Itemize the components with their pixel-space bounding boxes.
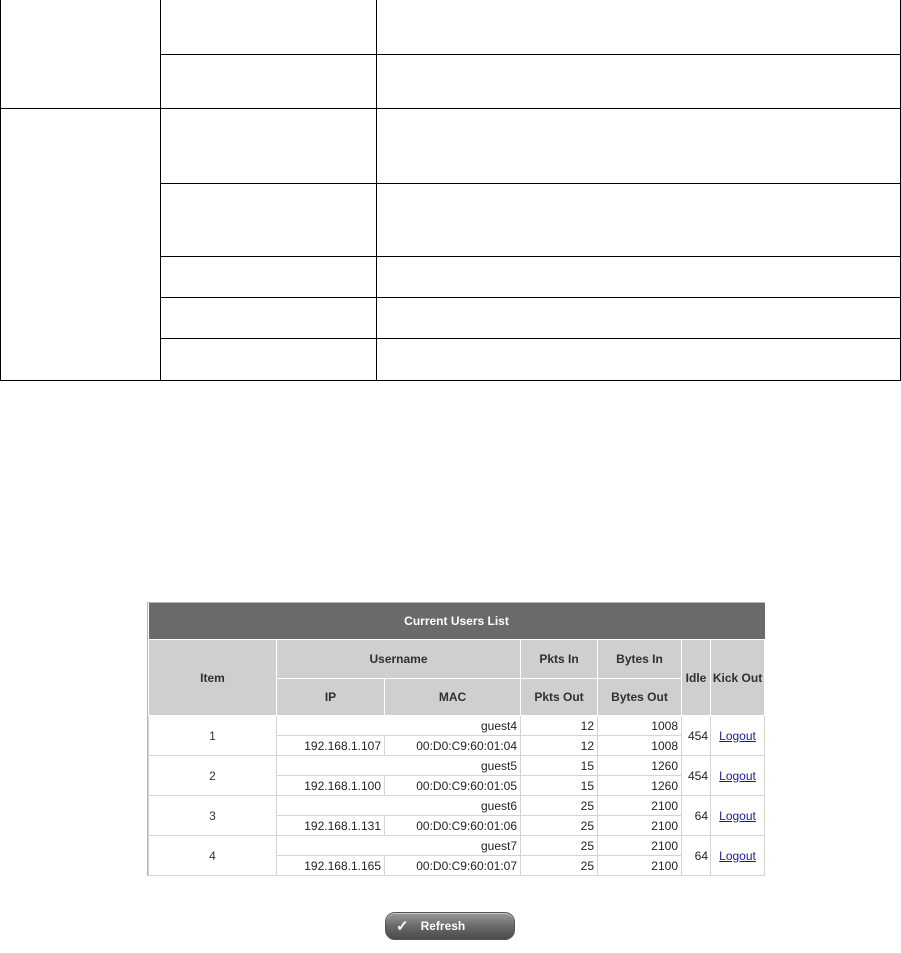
row-pkts-out: 15: [521, 776, 598, 796]
header-bytes-out: Bytes Out: [598, 679, 682, 716]
logout-link[interactable]: Logout: [719, 768, 756, 783]
table-row: [149, 796, 765, 816]
header-ip: IP: [277, 679, 385, 716]
row-username: guest7: [277, 836, 521, 856]
current-users-panel: [147, 602, 765, 876]
row-bytes-in: 2100: [598, 836, 682, 856]
row-pkts-out: 12: [521, 736, 598, 756]
row-ip: 192.168.1.107: [277, 736, 385, 756]
row-idle: 454: [682, 756, 711, 796]
row-kick-cell: [711, 796, 765, 836]
logout-link[interactable]: Logout: [719, 848, 756, 863]
row-pkts-in: 25: [521, 836, 598, 856]
row-username: guest6: [277, 796, 521, 816]
header-username: Username: [277, 640, 521, 679]
row-mac: 00:D0:C9:60:01:04: [385, 736, 521, 756]
row-pkts-out: 25: [521, 856, 598, 876]
row-mac: 00:D0:C9:60:01:07: [385, 856, 521, 876]
header-item: Item: [149, 640, 277, 716]
row-item: 1: [149, 716, 277, 756]
row-mac: 00:D0:C9:60:01:05: [385, 776, 521, 796]
table-title: Current Users List: [149, 603, 765, 640]
row-pkts-in: 15: [521, 756, 598, 776]
table-row: [149, 756, 765, 776]
row-pkts-in: 12: [521, 716, 598, 736]
row-bytes-out: 1008: [598, 736, 682, 756]
row-bytes-out: 2100: [598, 856, 682, 876]
row-idle: 454: [682, 716, 711, 756]
header-pkts-out: Pkts Out: [521, 679, 598, 716]
row-kick-cell: [711, 716, 765, 756]
row-idle: 64: [682, 836, 711, 876]
row-bytes-in: 2100: [598, 796, 682, 816]
header-bytes-in: Bytes In: [598, 640, 682, 679]
row-idle: 64: [682, 796, 711, 836]
row-username: guest5: [277, 756, 521, 776]
logout-link[interactable]: Logout: [719, 808, 756, 823]
row-username: guest4: [277, 716, 521, 736]
row-pkts-in: 25: [521, 796, 598, 816]
table-row: [149, 836, 765, 856]
row-kick-cell: [711, 756, 765, 796]
header-idle: Idle: [682, 640, 711, 716]
row-bytes-in: 1260: [598, 756, 682, 776]
table-row: [149, 716, 765, 736]
row-bytes-out: 1260: [598, 776, 682, 796]
row-bytes-out: 2100: [598, 816, 682, 836]
empty-document-table: [0, 0, 901, 381]
row-pkts-out: 25: [521, 816, 598, 836]
row-ip: 192.168.1.100: [277, 776, 385, 796]
check-icon: ✓: [396, 918, 409, 935]
header-mac: MAC: [385, 679, 521, 716]
row-item: 2: [149, 756, 277, 796]
refresh-button[interactable]: [385, 912, 515, 940]
header-pkts-in: Pkts In: [521, 640, 598, 679]
current-users-table: [148, 603, 765, 876]
refresh-label: Refresh: [420, 919, 466, 933]
row-kick-cell: [711, 836, 765, 876]
header-kick-out: Kick Out: [711, 640, 765, 716]
logout-link[interactable]: Logout: [719, 728, 756, 743]
row-item: 4: [149, 836, 277, 876]
row-mac: 00:D0:C9:60:01:06: [385, 816, 521, 836]
row-ip: 192.168.1.165: [277, 856, 385, 876]
row-item: 3: [149, 796, 277, 836]
row-bytes-in: 1008: [598, 716, 682, 736]
row-ip: 192.168.1.131: [277, 816, 385, 836]
